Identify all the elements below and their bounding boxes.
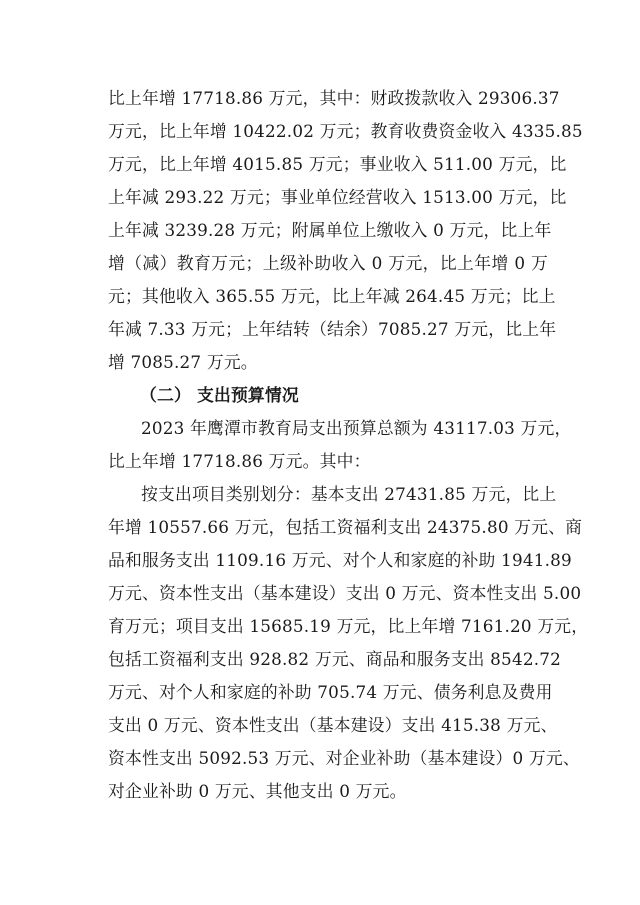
paragraph-line: 品和服务支出 1109.16 万元、对个人和家庭的补助 1941.89 [108,550,572,570]
paragraph-line: 包括工资福利支出 928.82 万元、商品和服务支出 8542.72 [108,649,561,669]
paragraph-line: 资本性支出 5092.53 万元、对企业补助（基本建设）0 万元、 [108,748,580,768]
paragraph-line: 上年减 293.22 万元；事业单位经营收入 1513.00 万元，比 [108,187,567,207]
paragraph-line: 2023 年鹰潭市教育局支出预算总额为 43117.03 万元， [141,418,572,438]
paragraph-line: 年增 10557.66 万元，包括工资福利支出 24375.80 万元、商 [108,517,583,537]
paragraph-line: 比上年增 17718.86 万元，其中：财政拨款收入 29306.37 [108,88,560,108]
paragraph-line: 年减 7.33 万元；上年结转（结余）7085.27 万元，比上年 [108,319,557,339]
paragraph-line: 支出 0 万元、资本性支出（基本建设）支出 415.38 万元、 [108,715,558,735]
paragraph-line: 增 7085.27 万元。 [108,352,258,372]
paragraph-line: 育万元；项目支出 15685.19 万元，比上年增 7161.20 万元， [108,616,589,636]
section-heading: （二） 支出预算情况 [140,385,299,405]
paragraph-line: 上年减 3239.28 万元；附属单位上缴收入 0 万元，比上年 [108,220,552,240]
paragraph-line: 对企业补助 0 万元、其他支出 0 万元。 [108,781,407,801]
paragraph-line: 万元，比上年增 4015.85 万元；事业收入 511.00 万元，比 [108,154,567,174]
paragraph-line: 万元，比上年增 10422.02 万元；教育收费资金收入 4335.85 [108,121,583,141]
paragraph-line: 万元、资本性支出（基本建设）支出 0 万元、资本性支出 5.00 [108,583,582,603]
paragraph-line: 元；其他收入 365.55 万元，比上年减 264.45 万元；比上 [108,286,556,306]
paragraph-line: 比上年增 17718.86 万元。其中： [108,451,371,471]
paragraph-line: 按支出项目类别划分：基本支出 27431.85 万元，比上 [141,484,557,504]
paragraph-line: 万元、对个人和家庭的补助 705.74 万元、债务利息及费用 [108,682,553,702]
paragraph-line: 增（减）教育万元；上级补助收入 0 万元，比上年增 0 万 [108,253,548,273]
